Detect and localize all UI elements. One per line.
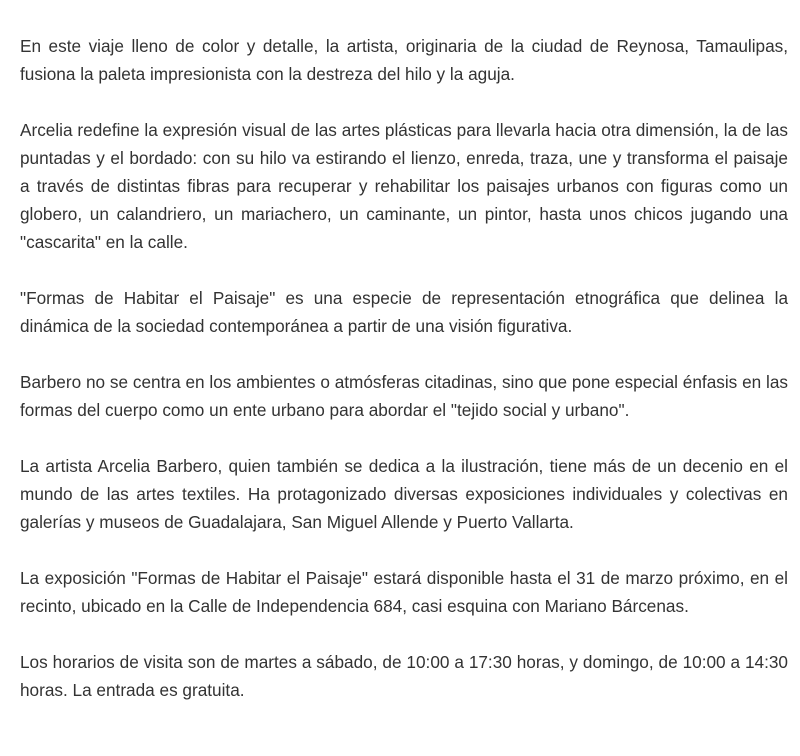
paragraph-exhibition-concept: "Formas de Habitar el Paisaje" es una especie de representación etnográfica que delinea la dinámica de la sociedad contemporánea a partir de una visión figurativa. [20,288,788,336]
paragraph-technique: Arcelia redefine la expresión visual de las artes plásticas para llevarla hacia otra dimensión, la de las puntadas y el bordado: con su hilo va estirando el lienzo, enreda, traza, une y transforma el paisaje a través de distintas fibras para recuperar y rehabilitar los paisajes urbanos con figuras como un globero, un calandriero, un mariachero, un caminante, un pintor, hasta unos chicos jugando una "cascarita" en la calle. [20,120,788,252]
article-body [20,32,788,704]
paragraph-schedule: Los horarios de visita son de martes a sábado, de 10:00 a 17:30 horas, y domingo, de 10:00 a 14:30 horas. La entrada es gratuita. [20,652,788,700]
paragraph-venue: La exposición "Formas de Habitar el Paisaje" estará disponible hasta el 31 de marzo próximo, en el recinto, ubicado en la Calle de Independencia 684, casi esquina con Mariano Bárcenas. [20,568,788,616]
paragraph-intro: En este viaje lleno de color y detalle, la artista, originaria de la ciudad de Reynosa, Tamaulipas, fusiona la paleta impresionista con la destreza del hilo y la aguja. [20,36,788,84]
paragraph-focus: Barbero no se centra en los ambientes o atmósferas citadinas, sino que pone especial énfasis en las formas del cuerpo como un ente urbano para abordar el "tejido social y urbano". [20,372,788,420]
paragraph-artist-bio: La artista Arcelia Barbero, quien también se dedica a la ilustración, tiene más de un decenio en el mundo de las artes textiles. Ha protagonizado diversas exposiciones individuales y colectivas en galerías y museos de Guadalajara, San Miguel Allende y Puerto Vallarta. [20,456,788,532]
